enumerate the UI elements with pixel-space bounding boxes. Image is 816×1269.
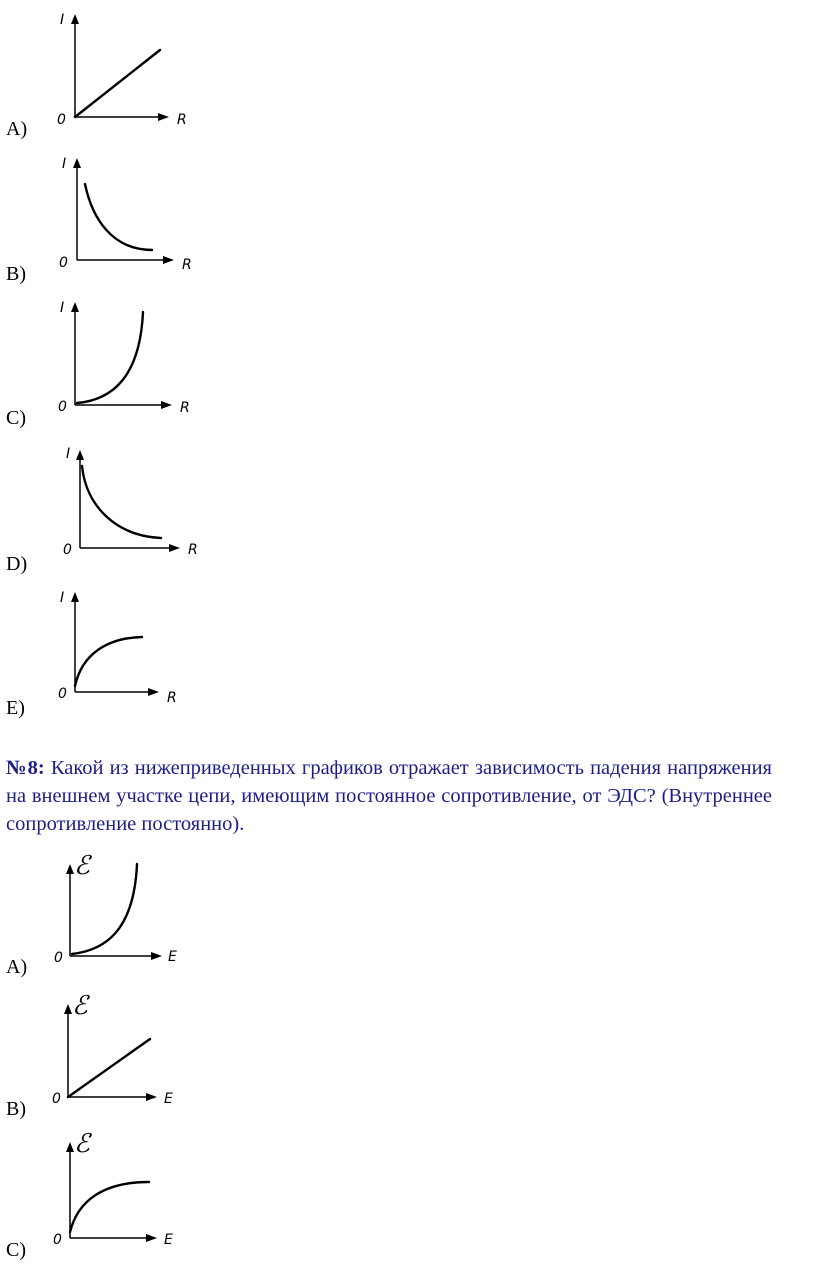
- origin-label: 0: [53, 1232, 62, 1248]
- y-axis-arrow: [71, 302, 79, 312]
- x-axis-arrow: [151, 952, 162, 960]
- y-axis-label: I: [60, 590, 65, 606]
- option-letter: A): [6, 118, 28, 140]
- y-axis-label-emf-icon: ℰ: [74, 851, 90, 881]
- option-letter: D): [6, 553, 28, 575]
- curve-saturation: [70, 1182, 149, 1232]
- y-axis-arrow: [66, 1142, 74, 1152]
- curve-decay: [82, 466, 161, 538]
- x-axis-label: R: [182, 257, 192, 273]
- x-axis-label: R: [167, 690, 177, 706]
- y-axis-arrow: [71, 592, 79, 602]
- x-axis-arrow: [158, 113, 169, 121]
- x-axis-label: R: [180, 400, 190, 416]
- graph-2c: [46, 1120, 196, 1250]
- graph-1b: [52, 148, 202, 278]
- x-axis-arrow: [169, 544, 180, 552]
- y-axis-arrow: [66, 864, 74, 874]
- curve-decay: [85, 184, 152, 250]
- y-axis-label: I: [62, 156, 67, 172]
- curve-linear: [68, 1039, 150, 1097]
- y-axis-arrow: [76, 450, 84, 460]
- origin-label: 0: [59, 255, 68, 271]
- curve-saturation: [75, 637, 142, 686]
- question-text: Какой из нижеприведенных графиков отражает зависимость падения напряжения на внешнем участке цепи, имеющим постоянное сопротивление, от ЭДС? (Внутреннее сопротивление постоянно).: [6, 757, 772, 835]
- option-letter: C): [6, 407, 26, 429]
- x-axis-label: E: [164, 1232, 173, 1248]
- origin-label: 0: [58, 399, 67, 415]
- graph-1a: [50, 4, 200, 134]
- origin-label: 0: [54, 950, 63, 966]
- y-axis-arrow: [64, 1004, 72, 1014]
- graph-1d: [56, 436, 206, 566]
- origin-label: 0: [57, 112, 66, 128]
- curve-growth: [77, 312, 143, 403]
- option-letter: A): [6, 956, 28, 978]
- x-axis-arrow: [161, 401, 172, 409]
- y-axis-label: I: [66, 446, 71, 462]
- y-axis-arrow: [73, 158, 81, 168]
- question-number: №8:: [6, 757, 45, 779]
- origin-label: 0: [58, 686, 67, 702]
- x-axis-label: R: [177, 112, 187, 128]
- graph-1c: [52, 292, 202, 422]
- origin-label: 0: [52, 1091, 61, 1107]
- y-axis-arrow: [71, 14, 79, 24]
- option-letter: B): [6, 263, 26, 285]
- x-axis-label: R: [188, 542, 198, 558]
- y-axis-label-emf-icon: ℰ: [72, 991, 88, 1021]
- y-axis-label: I: [60, 12, 65, 28]
- y-axis-label: I: [60, 300, 65, 316]
- x-axis-arrow: [146, 1093, 157, 1101]
- option-letter: B): [6, 1098, 26, 1120]
- graph-1e: [52, 582, 202, 712]
- y-axis-label-emf-icon: ℰ: [74, 1129, 90, 1159]
- question-8: [6, 754, 772, 838]
- curve-linear: [75, 50, 160, 117]
- option-letter: E): [6, 697, 25, 719]
- x-axis-label: E: [164, 1091, 173, 1107]
- origin-label: 0: [63, 542, 72, 558]
- x-axis-arrow: [146, 1234, 157, 1242]
- x-axis-label: E: [168, 949, 177, 965]
- x-axis-arrow: [148, 688, 159, 696]
- graph-2b: [46, 982, 196, 1112]
- x-axis-arrow: [163, 256, 174, 264]
- option-letter: C): [6, 1239, 26, 1261]
- graph-2a: [48, 842, 198, 972]
